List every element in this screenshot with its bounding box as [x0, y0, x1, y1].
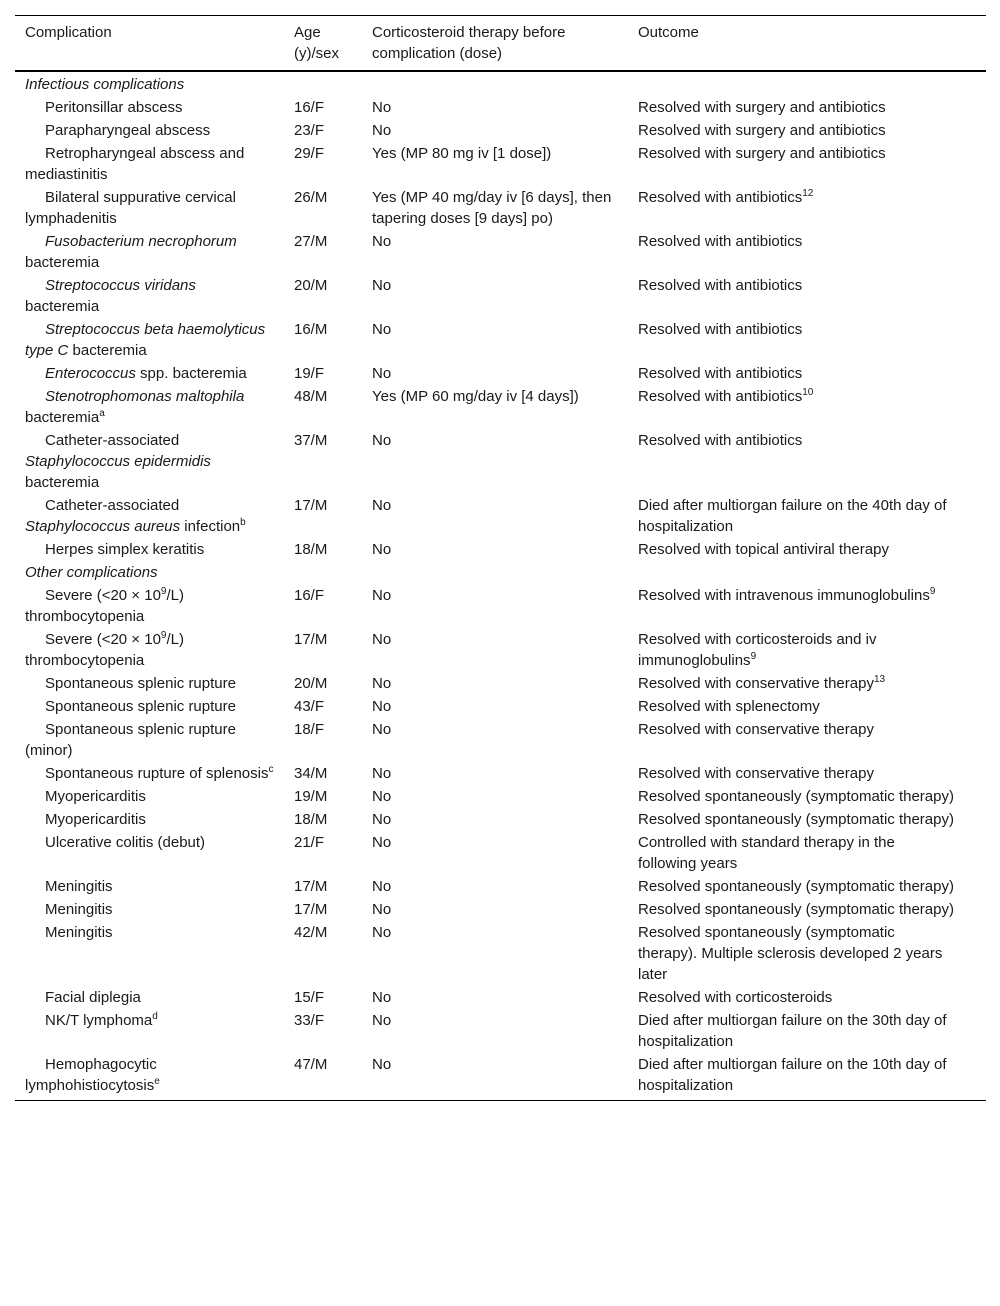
corticosteroid-cell: No — [372, 924, 392, 941]
complication-text: Severe (<20 × 10 — [45, 631, 161, 648]
corticosteroid-cell: No — [372, 99, 392, 116]
corticosteroid-cell: No — [372, 122, 392, 139]
complication-cell — [15, 362, 284, 385]
complication-cell — [15, 628, 284, 672]
organism-name: Staphylococcus aureus — [25, 518, 181, 535]
complication-text: Spontaneous splenic rupture — [45, 675, 236, 692]
age-sex-cell: 17/M — [294, 901, 328, 918]
exponent-superscript: 9 — [160, 630, 167, 641]
complication-text: spp. bacteremia — [135, 365, 247, 382]
complication-cell — [15, 119, 284, 142]
table-row — [15, 362, 986, 385]
complication-text: /L) thrombocytopenia — [25, 631, 184, 669]
reference-superscript: 9 — [929, 586, 936, 597]
age-sex-cell: 34/M — [294, 765, 328, 782]
section-row-infectious — [15, 71, 986, 96]
outcome-text: Resolved with antibiotics — [638, 388, 803, 405]
outcome-cell: Resolved with surgery and antibiotics — [638, 145, 886, 162]
table-row — [15, 274, 986, 318]
complication-cell — [15, 230, 284, 274]
table-row — [15, 831, 986, 875]
outcome-cell: Resolved with surgery and antibiotics — [638, 99, 886, 116]
exponent-superscript: 9 — [160, 586, 167, 597]
complication-cell — [15, 695, 284, 718]
age-sex-cell: 21/F — [294, 834, 325, 851]
complication-cell — [15, 538, 284, 561]
complication-text: Bilateral suppurative cervical lymphadenitis — [25, 189, 236, 227]
corticosteroid-cell: No — [372, 811, 392, 828]
outcome-cell: Resolved with antibiotics — [638, 233, 803, 250]
age-sex-cell: 47/M — [284, 1053, 362, 1101]
complication-text: Spontaneous splenic rupture (minor) — [25, 721, 236, 759]
header-outcome: Outcome — [628, 16, 986, 72]
complication-text: Meningitis — [45, 924, 113, 941]
age-sex-cell: 29/F — [294, 145, 325, 162]
complication-cell — [15, 986, 284, 1009]
table-row — [15, 672, 986, 695]
age-sex-cell: 20/M — [294, 277, 328, 294]
age-sex-cell: 37/M — [294, 432, 328, 449]
table-row — [15, 385, 986, 429]
complication-cell — [15, 718, 284, 762]
table-row — [15, 695, 986, 718]
complication-text: bacteremia — [25, 409, 100, 426]
table-row — [15, 186, 986, 230]
outcome-cell — [628, 584, 986, 628]
complication-cell — [15, 318, 284, 362]
corticosteroid-cell: No — [372, 233, 392, 250]
complication-text: bacteremia — [25, 474, 100, 491]
age-sex-cell: 17/M — [294, 878, 328, 895]
outcome-text: Resolved with antibiotics — [638, 189, 803, 206]
table-row — [15, 230, 986, 274]
corticosteroid-cell: No — [372, 698, 392, 715]
complication-text: Spontaneous splenic rupture — [45, 698, 236, 715]
outcome-cell — [628, 672, 986, 695]
section-label: Other complications — [25, 564, 158, 581]
complication-text: Catheter-associated — [45, 432, 180, 449]
table-row — [15, 494, 986, 538]
age-sex-cell: 43/F — [294, 698, 325, 715]
section-label: Infectious complications — [25, 76, 185, 93]
age-sex-cell: 19/F — [294, 365, 325, 382]
outcome-cell: Died after multiorgan failure on the 10th day of hospitalization — [628, 1053, 986, 1101]
table-row — [15, 1009, 986, 1053]
reference-superscript: 12 — [802, 188, 814, 199]
complication-cell — [15, 875, 284, 898]
table-row — [15, 538, 986, 561]
table-row — [15, 898, 986, 921]
outcome-cell — [628, 186, 986, 230]
corticosteroid-cell: No — [372, 321, 392, 338]
complication-cell — [15, 1053, 284, 1101]
table-row — [15, 142, 986, 186]
outcome-cell — [628, 628, 986, 672]
age-sex-cell: 48/M — [294, 388, 328, 405]
outcome-cell: Resolved with antibiotics — [638, 321, 803, 338]
age-sex-cell: 16/F — [294, 99, 325, 116]
age-sex-cell: 16/M — [294, 321, 328, 338]
organism-name: Enterococcus — [45, 365, 136, 382]
table-row — [15, 808, 986, 831]
footnote-marker: e — [154, 1076, 160, 1087]
complication-text: bacteremia — [25, 254, 100, 271]
organism-name: Fusobacterium necrophorum — [45, 233, 237, 250]
table-row — [15, 96, 986, 119]
header-corticosteroid: Corticosteroid therapy before complication (dose) — [362, 16, 628, 72]
complication-cell — [15, 142, 284, 186]
age-sex-cell: 23/F — [294, 122, 325, 139]
outcome-cell: Resolved spontaneously (symptomatic therapy) — [638, 901, 954, 918]
table-row — [15, 785, 986, 808]
organism-name: Streptococcus beta haemolyticus type C — [25, 321, 266, 359]
table-row — [15, 718, 986, 762]
age-sex-cell: 17/M — [294, 497, 328, 514]
complication-text: /L) thrombocytopenia — [25, 587, 184, 625]
reference-superscript: 9 — [750, 651, 757, 662]
complication-cell — [15, 584, 284, 628]
complication-cell — [15, 762, 284, 785]
outcome-cell: Resolved spontaneously (symptomatic therapy) — [638, 788, 954, 805]
table-row — [15, 986, 986, 1009]
complication-text: Myopericarditis — [45, 811, 146, 828]
complication-text: bacteremia — [68, 342, 147, 359]
complication-text: Hemophagocytic lymphohistiocytosis — [25, 1056, 157, 1094]
complication-text: infection — [180, 518, 241, 535]
complication-text: Ulcerative colitis (debut) — [45, 834, 206, 851]
complication-cell — [15, 186, 284, 230]
footnote-marker: c — [268, 764, 274, 775]
complication-cell — [15, 672, 284, 695]
complication-cell — [15, 898, 284, 921]
complication-cell — [15, 1009, 284, 1053]
complication-text: Meningitis — [45, 901, 113, 918]
table-row — [15, 762, 986, 785]
organism-name: Stenotrophomonas maltophila — [45, 388, 245, 405]
corticosteroid-cell: No — [372, 587, 392, 604]
corticosteroid-cell: No — [372, 1012, 392, 1029]
header-complication: Complication — [15, 16, 284, 72]
table-header-row — [15, 16, 986, 72]
organism-name: Streptococcus viridans — [45, 277, 196, 294]
complication-text: Catheter-associated — [45, 497, 180, 514]
outcome-cell — [628, 385, 986, 429]
age-sex-cell: 15/F — [294, 989, 325, 1006]
outcome-cell: Resolved with antibiotics — [638, 365, 803, 382]
complications-table — [15, 15, 986, 1101]
reference-superscript: 10 — [802, 387, 814, 398]
outcome-cell: Resolved spontaneously (symptomatic therapy) — [638, 878, 954, 895]
header-age-sex: Age (y)/sex — [284, 16, 362, 72]
age-sex-cell: 17/M — [294, 631, 328, 648]
corticosteroid-cell: No — [372, 834, 392, 851]
corticosteroid-cell: No — [372, 631, 392, 648]
age-sex-cell: 16/F — [294, 587, 325, 604]
age-sex-cell: 19/M — [294, 788, 328, 805]
age-sex-cell: 27/M — [294, 233, 328, 250]
corticosteroid-cell: No — [362, 1053, 628, 1101]
complication-cell — [15, 96, 284, 119]
age-sex-cell: 26/M — [294, 189, 328, 206]
outcome-text: Resolved with intravenous immunoglobulins — [638, 587, 930, 604]
outcome-cell: Controlled with standard therapy in the following years — [638, 834, 895, 872]
outcome-cell: Resolved spontaneously (symptomatic therapy). Multiple sclerosis developed 2 years later — [638, 924, 943, 983]
corticosteroid-cell: No — [372, 721, 392, 738]
table-row — [15, 584, 986, 628]
outcome-cell: Resolved with topical antiviral therapy — [638, 541, 889, 558]
complication-cell — [15, 274, 284, 318]
complication-cell — [15, 831, 284, 875]
outcome-cell: Resolved with conservative therapy — [638, 765, 874, 782]
table-row — [15, 875, 986, 898]
corticosteroid-cell: No — [372, 878, 392, 895]
complication-text: Facial diplegia — [45, 989, 141, 1006]
age-sex-cell: 18/M — [294, 811, 328, 828]
outcome-cell: Resolved with splenectomy — [638, 698, 820, 715]
complication-text: Spontaneous rupture of splenosis — [45, 765, 269, 782]
corticosteroid-cell: Yes (MP 80 mg iv [1 dose]) — [372, 145, 552, 162]
footnote-marker: d — [152, 1011, 158, 1022]
age-sex-cell: 18/F — [294, 721, 325, 738]
table-row — [15, 429, 986, 494]
complication-text: Myopericarditis — [45, 788, 146, 805]
outcome-text: Resolved with conservative therapy — [638, 675, 874, 692]
corticosteroid-cell: No — [372, 541, 392, 558]
table-row — [15, 119, 986, 142]
outcome-cell: Resolved spontaneously (symptomatic therapy) — [638, 811, 954, 828]
complication-text: Meningitis — [45, 878, 113, 895]
complication-text: Herpes simplex keratitis — [45, 541, 205, 558]
complication-text: Severe (<20 × 10 — [45, 587, 161, 604]
corticosteroid-cell: No — [372, 277, 392, 294]
corticosteroid-cell: No — [372, 497, 392, 514]
corticosteroid-cell: No — [372, 901, 392, 918]
outcome-cell: Died after multiorgan failure on the 30th day of hospitalization — [638, 1012, 947, 1050]
table-row — [15, 1053, 986, 1101]
complication-cell — [15, 385, 284, 429]
table-row — [15, 921, 986, 986]
corticosteroid-cell: No — [372, 432, 392, 449]
complication-cell — [15, 429, 284, 494]
reference-superscript: 13 — [873, 674, 886, 685]
complication-text: NK/T lymphoma — [45, 1012, 153, 1029]
table-row — [15, 318, 986, 362]
complication-text: Peritonsillar abscess — [45, 99, 183, 116]
complication-cell — [15, 808, 284, 831]
age-sex-cell: 42/M — [294, 924, 328, 941]
organism-name: Staphylococcus epidermidis — [25, 453, 211, 470]
outcome-text: Resolved with corticosteroids and iv immunoglobulins — [638, 631, 877, 669]
corticosteroid-cell: No — [372, 765, 392, 782]
complication-cell — [15, 494, 284, 538]
corticosteroid-cell: No — [372, 989, 392, 1006]
outcome-cell: Resolved with surgery and antibiotics — [638, 122, 886, 139]
table-row — [15, 628, 986, 672]
footnote-marker: b — [240, 517, 246, 528]
age-sex-cell: 18/M — [294, 541, 328, 558]
complication-cell — [15, 785, 284, 808]
outcome-cell: Resolved with corticosteroids — [638, 989, 833, 1006]
section-row-other — [15, 561, 986, 584]
corticosteroid-cell: Yes (MP 60 mg/day iv [4 days]) — [372, 388, 579, 405]
outcome-cell: Resolved with conservative therapy — [638, 721, 874, 738]
outcome-cell: Resolved with antibiotics — [638, 432, 803, 449]
corticosteroid-cell: Yes (MP 40 mg/day iv [6 days], then tapering doses [9 days] po) — [372, 189, 612, 227]
age-sex-cell: 33/F — [294, 1012, 325, 1029]
complication-text: Retropharyngeal abscess and mediastinitis — [25, 145, 245, 183]
footnote-marker: a — [99, 408, 105, 419]
complication-text: bacteremia — [25, 298, 100, 315]
outcome-cell: Resolved with antibiotics — [638, 277, 803, 294]
corticosteroid-cell: No — [372, 788, 392, 805]
outcome-cell: Died after multiorgan failure on the 40th day of hospitalization — [638, 497, 947, 535]
corticosteroid-cell: No — [372, 675, 392, 692]
complication-text: Parapharyngeal abscess — [45, 122, 211, 139]
complication-cell — [15, 921, 284, 986]
corticosteroid-cell: No — [372, 365, 392, 382]
age-sex-cell: 20/M — [294, 675, 328, 692]
